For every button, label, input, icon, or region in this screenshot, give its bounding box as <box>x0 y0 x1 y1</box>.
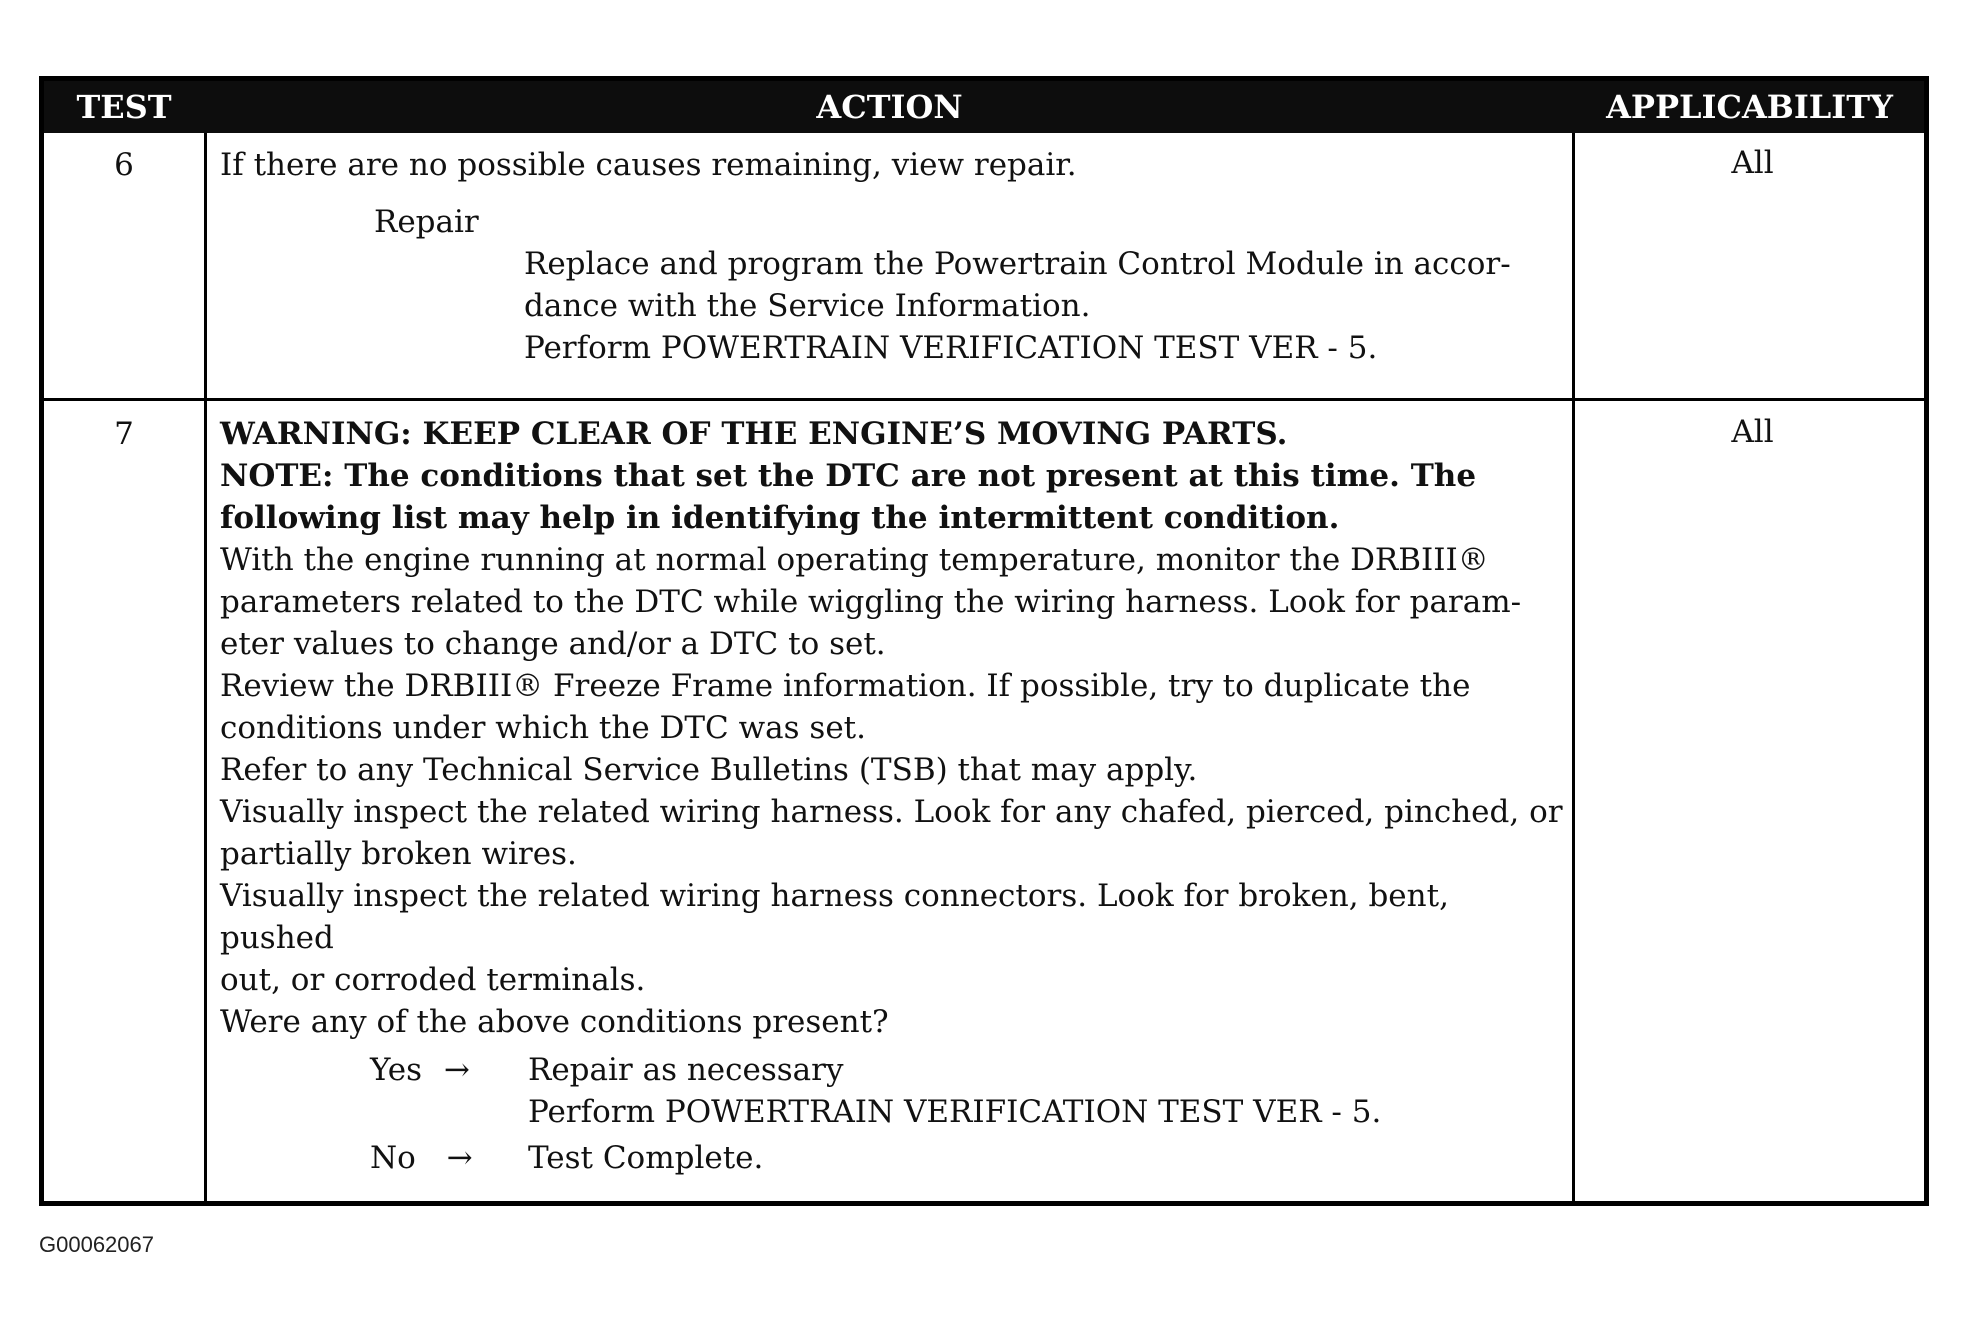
body-line: Review the DRBIII® Freeze Frame information. If possible, try to duplicate the <box>220 668 1471 704</box>
note-line: following list may help in identifying the intermittent condition. <box>220 500 1340 536</box>
arrow-right-icon: → <box>443 1052 470 1088</box>
repair-line: Replace and program the Powertrain Control Module in accor- <box>524 246 1511 282</box>
column-divider <box>1572 133 1575 1201</box>
yes-label: Yes <box>370 1052 423 1088</box>
no-branch <box>370 1137 485 1179</box>
warning-text: WARNING: KEEP CLEAR OF THE ENGINE’S MOVING PARTS. <box>220 416 1288 452</box>
body-line: Were any of the above conditions present? <box>220 1004 889 1040</box>
no-action: Test Complete. <box>528 1140 764 1176</box>
no-label: No <box>370 1140 416 1176</box>
body-line: parameters related to the DTC while wiggling the wiring harness. Look for param- <box>220 584 1522 620</box>
diagnostic-test-table <box>39 76 1929 1206</box>
body-line: With the engine running at normal operating temperature, monitor the DRBIII® <box>220 542 1489 578</box>
body-line: partially broken wires. <box>220 836 577 872</box>
body-line: conditions under which the DTC was set. <box>220 710 866 746</box>
body-line: Visually inspect the related wiring harness. Look for any chafed, pierced, pinched, or <box>220 794 1563 830</box>
column-divider <box>204 133 207 1201</box>
figure-id: G00062067 <box>39 1232 154 1257</box>
action-intro: If there are no possible causes remaining, view repair. <box>220 147 1077 183</box>
repair-line: Perform POWERTRAIN VERIFICATION TEST VER - 5. <box>524 330 1378 366</box>
table-header <box>44 81 1924 133</box>
arrow-right-icon: → <box>446 1140 473 1176</box>
repair-label: Repair <box>374 204 479 240</box>
yes-line: Perform POWERTRAIN VERIFICATION TEST VER - 5. <box>528 1094 1382 1130</box>
header-test: TEST <box>76 88 172 126</box>
repair-instructions <box>524 243 1564 369</box>
header-applicability: APPLICABILITY <box>1606 88 1893 126</box>
yes-actions <box>528 1049 1568 1133</box>
body-line: Visually inspect the related wiring harness connectors. Look for broken, bent, pushed <box>220 878 1449 956</box>
note-line: NOTE: The conditions that set the DTC are not present at this time. The <box>220 458 1477 494</box>
applicability-value: All <box>1731 414 1774 450</box>
test-number: 7 <box>114 416 134 452</box>
test-number: 6 <box>114 147 134 183</box>
header-action: ACTION <box>816 88 963 126</box>
yes-branch <box>370 1049 482 1091</box>
action-body <box>220 413 1565 1043</box>
repair-line: dance with the Service Information. <box>524 288 1091 324</box>
body-line: Refer to any Technical Service Bulletins (TSB) that may apply. <box>220 752 1198 788</box>
body-line: out, or corroded terminals. <box>220 962 646 998</box>
row-divider <box>44 398 1924 401</box>
body-line: eter values to change and/or a DTC to set. <box>220 626 886 662</box>
yes-line: Repair as necessary <box>528 1052 844 1088</box>
applicability-value: All <box>1731 145 1774 181</box>
